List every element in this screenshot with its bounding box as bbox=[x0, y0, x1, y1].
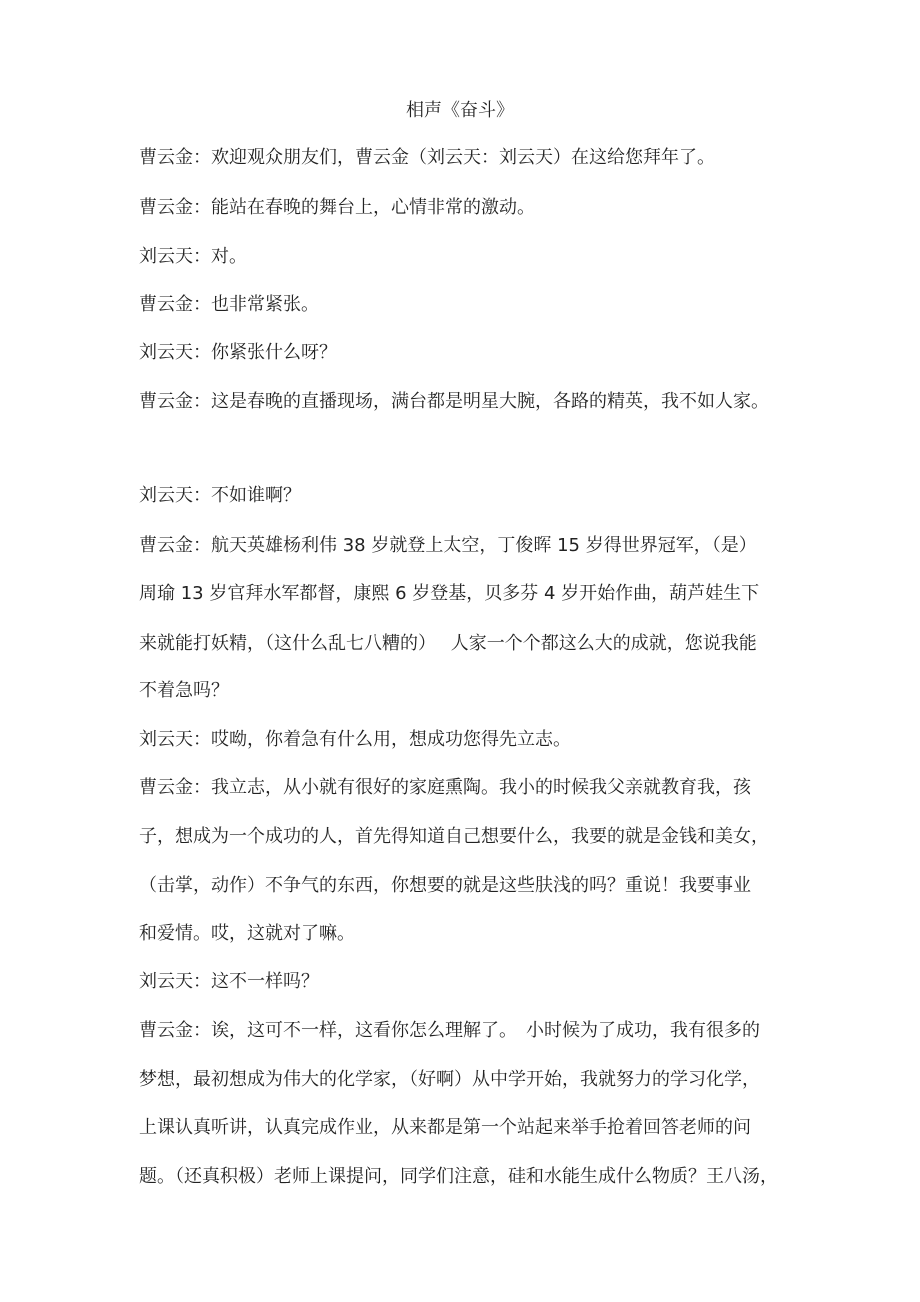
dialogue-line: 曹云金：能站在春晚的舞台上，心情非常的激动。 bbox=[139, 197, 535, 218]
dialogue-line: 曹云金：航天英雄杨利伟 38 岁就登上太空，丁俊晖 15 岁得世界冠军，（是） bbox=[139, 535, 757, 556]
dialogue-line: 来就能打妖精，（这什么乱七八糟的） 人家一个个都这么大的成就，您说我能 bbox=[139, 633, 757, 654]
dialogue-line: 刘云天：你紧张什么呀？ bbox=[139, 342, 337, 363]
dialogue-line: 梦想，最初想成为伟大的化学家，（好啊）从中学开始，我就努力的学习化学， bbox=[139, 1069, 760, 1090]
dialogue-line: 题。（还真积极）老师上课提问，同学们注意，硅和水能生成什么物质？王八汤， bbox=[139, 1166, 778, 1187]
dialogue-line: 上课认真听讲，认真完成作业，从来都是第一个站起来举手抢着回答老师的问 bbox=[139, 1117, 751, 1138]
dialogue-line: 刘云天：哎呦，你着急有什么用，想成功您得先立志。 bbox=[139, 729, 571, 750]
dialogue-line: 子，想成为一个成功的人，首先得知道自己想要什么，我要的就是金钱和美女， bbox=[139, 826, 769, 847]
dialogue-line: 和爱情。哎，这就对了嘛。 bbox=[139, 923, 355, 944]
dialogue-line: 刘云天：对。 bbox=[139, 246, 247, 267]
dialogue-line: 周瑜 13 岁官拜水军都督，康熙 6 岁登基，贝多芬 4 岁开始作曲，葫芦娃生下 bbox=[139, 583, 760, 604]
document-title: 相声《奋斗》 bbox=[406, 100, 514, 121]
dialogue-line: 曹云金：诶，这可不一样，这看你怎么理解了。 小时候为了成功，我有很多的 bbox=[139, 1020, 760, 1041]
dialogue-line: 不着急吗？ bbox=[139, 680, 229, 701]
dialogue-line: 曹云金：也非常紧张。 bbox=[139, 294, 319, 315]
dialogue-line: 刘云天：这不一样吗？ bbox=[139, 971, 319, 992]
dialogue-line: 曹云金：欢迎观众朋友们，曹云金（刘云天：刘云天）在这给您拜年了。 bbox=[139, 147, 715, 168]
dialogue-line: 刘云天：不如谁啊？ bbox=[139, 485, 301, 506]
dialogue-line: 曹云金：我立志，从小就有很好的家庭熏陶。我小的时候我父亲就教育我，孩 bbox=[139, 777, 751, 798]
dialogue-line: 曹云金：这是春晚的直播现场，满台都是明星大腕，各路的精英，我不如人家。 bbox=[139, 391, 769, 412]
dialogue-line: （击掌，动作）不争气的东西，你想要的就是这些肤浅的吗？重说！我要事业 bbox=[139, 875, 751, 896]
